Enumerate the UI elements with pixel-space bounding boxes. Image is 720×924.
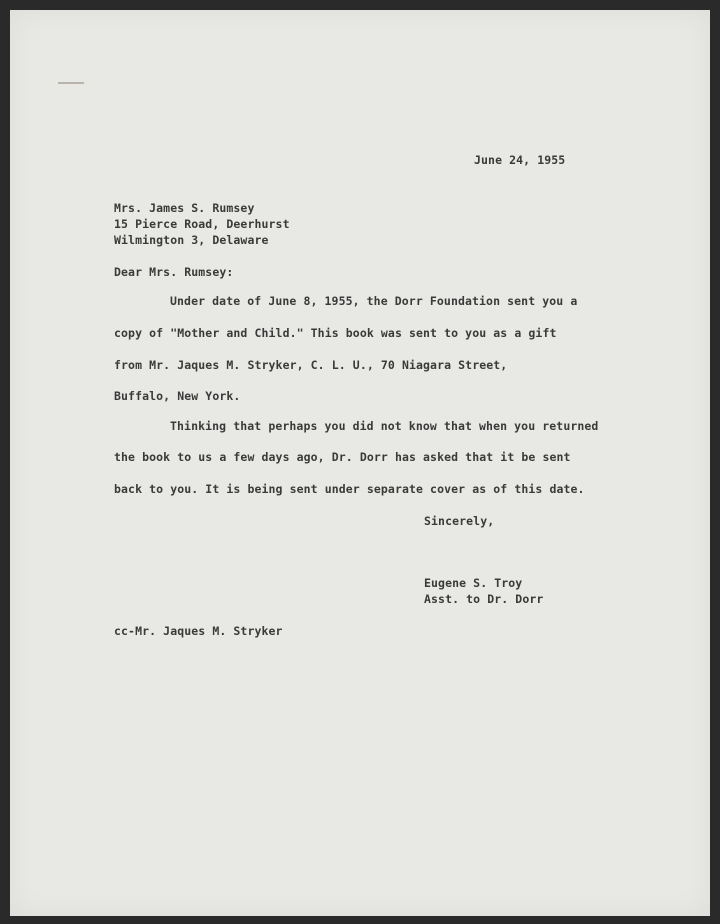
signature-name: Eugene S. Troy: [424, 576, 523, 590]
recipient-street: 15 Pierce Road, Deerhurst: [114, 217, 290, 231]
recipient-name: Mrs. James S. Rumsey: [114, 201, 255, 215]
paragraph2-line2: the book to us a few days ago, Dr. Dorr has asked that it be sent: [114, 450, 571, 464]
letter-page: [10, 10, 710, 916]
closing: Sincerely,: [424, 514, 495, 528]
paragraph2-line3: back to you. It is being sent under separate cover as of this date.: [114, 482, 585, 496]
paragraph2-line1: Thinking that perhaps you did not know that when you returned: [170, 419, 599, 433]
paragraph1-line4: Buffalo, New York.: [114, 389, 241, 403]
paragraph1-line1: Under date of June 8, 1955, the Dorr Foundation sent you a: [170, 294, 578, 308]
paragraph1-line2: copy of "Mother and Child." This book was sent to you as a gift: [114, 326, 557, 340]
paper-mark: [58, 82, 84, 84]
signature-title: Asst. to Dr. Dorr: [424, 592, 544, 606]
cc-line: cc-Mr. Jaques M. Stryker: [114, 624, 283, 638]
letter-date: June 24, 1955: [474, 153, 566, 167]
paragraph1-line3: from Mr. Jaques M. Stryker, C. L. U., 70 Niagara Street,: [114, 358, 508, 372]
salutation: Dear Mrs. Rumsey:: [114, 265, 234, 279]
recipient-city: Wilmington 3, Delaware: [114, 233, 269, 247]
